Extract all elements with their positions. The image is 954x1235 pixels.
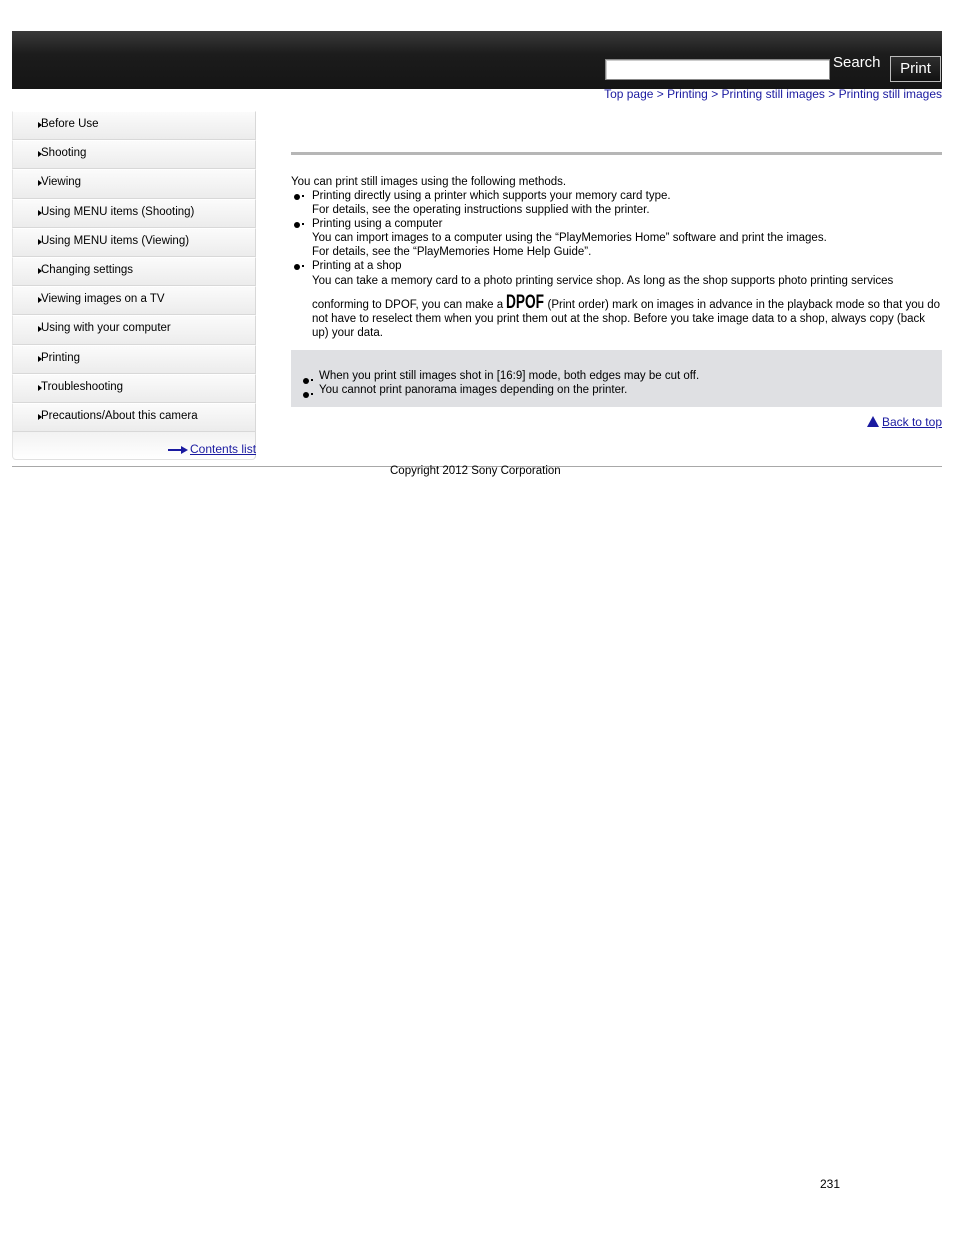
bullet-icon bbox=[294, 264, 300, 270]
sidebar-item-label: Viewing images on a TV bbox=[41, 293, 165, 306]
sidebar-item-label: Using MENU items (Shooting) bbox=[41, 205, 195, 218]
method-detail: For details, see the operating instructions supplied with the printer. bbox=[312, 204, 650, 216]
sidebar-item-troubleshooting[interactable] bbox=[12, 374, 256, 403]
sidebar-item-viewing[interactable] bbox=[12, 169, 256, 198]
search-input[interactable] bbox=[605, 59, 830, 80]
method-detail-dpof bbox=[312, 292, 942, 340]
search-button[interactable]: Search bbox=[833, 54, 881, 71]
sidebar-item-label: Printing bbox=[41, 351, 80, 364]
method-item bbox=[291, 217, 942, 259]
arrow-right-icon bbox=[168, 446, 188, 454]
sidebar-nav bbox=[12, 111, 256, 460]
method-detail: You can take a memory card to a photo printing service shop. As long as the shop supports photo printing services bbox=[312, 275, 894, 287]
sidebar-item-label: Before Use bbox=[41, 118, 99, 130]
breadcrumb bbox=[604, 87, 942, 101]
dpof-print-order-icon bbox=[506, 292, 545, 313]
contents-list-label: Contents list bbox=[190, 442, 257, 456]
sidebar-item-precautions[interactable] bbox=[12, 403, 256, 432]
method-item bbox=[291, 259, 942, 340]
sidebar-item-label: Using MENU items (Viewing) bbox=[41, 234, 190, 247]
sidebar-item-label: Changing settings bbox=[41, 263, 134, 276]
sidebar-item-label: Precautions/About this camera bbox=[41, 409, 198, 422]
method-title: Printing using a computer bbox=[312, 218, 443, 230]
bullet-icon bbox=[303, 392, 309, 398]
breadcrumb-printing-still-images[interactable]: Printing still images bbox=[721, 87, 825, 101]
bullet-icon bbox=[294, 194, 300, 200]
sidebar-item-label: Shooting bbox=[41, 147, 87, 160]
bullet-icon bbox=[303, 378, 309, 384]
method-title: Printing directly using a printer which supports your memory card type. bbox=[312, 190, 671, 202]
header-bar bbox=[12, 31, 942, 89]
method-detail: For details, see the “PlayMemories Home Help Guide”. bbox=[312, 246, 592, 258]
dpof-after-text: (Print order) mark on images in advance in the playback mode so that you do not have to reselect them when you print them out at the shop. Before you take image data to a shop, always copy (back up) your data. bbox=[312, 299, 941, 339]
method-title: Printing at a shop bbox=[312, 260, 402, 272]
main-content bbox=[291, 175, 942, 340]
note-item: You cannot print panorama images depending on the printer. bbox=[319, 384, 628, 396]
sidebar-item-label: Troubleshooting bbox=[41, 380, 124, 393]
sidebar-item-menu-shooting[interactable] bbox=[12, 199, 256, 228]
bullet-icon bbox=[294, 222, 300, 228]
sidebar-item-shooting[interactable] bbox=[12, 140, 256, 169]
dpof-icon-label: DPOF bbox=[506, 292, 545, 313]
method-detail: You can import images to a computer using the “PlayMemories Home” software and print the images. bbox=[312, 232, 827, 244]
sidebar-item-computer[interactable] bbox=[12, 315, 256, 344]
intro-text: You can print still images using the following methods. bbox=[291, 176, 567, 188]
notes-box bbox=[291, 350, 942, 407]
method-item bbox=[291, 189, 942, 217]
sidebar-item-menu-viewing[interactable] bbox=[12, 228, 256, 257]
triangle-up-icon bbox=[867, 416, 879, 427]
breadcrumb-top-page[interactable]: Top page bbox=[604, 87, 654, 101]
sidebar-item-viewing-tv[interactable] bbox=[12, 286, 256, 315]
sidebar-item-printing[interactable] bbox=[12, 345, 256, 374]
back-to-top-link[interactable] bbox=[867, 415, 942, 429]
back-to-top-label: Back to top bbox=[881, 415, 942, 429]
breadcrumb-printing[interactable]: Printing bbox=[667, 87, 708, 101]
breadcrumb-current[interactable]: Printing still images bbox=[838, 87, 942, 101]
copyright-text: Copyright 2012 Sony Corporation bbox=[390, 465, 561, 477]
contents-list-link[interactable] bbox=[168, 442, 256, 456]
breadcrumb-separator: > bbox=[711, 87, 719, 101]
note-item: When you print still images shot in [16:9] mode, both edges may be cut off. bbox=[319, 370, 700, 382]
print-button[interactable]: Print bbox=[890, 56, 941, 82]
title-divider bbox=[291, 152, 942, 155]
breadcrumb-separator: > bbox=[828, 87, 836, 101]
sidebar-item-label: Using with your computer bbox=[41, 322, 171, 335]
breadcrumb-separator: > bbox=[656, 87, 664, 101]
sidebar-item-label: Viewing bbox=[41, 176, 82, 189]
sidebar-item-before-use[interactable] bbox=[12, 111, 256, 140]
page-number: 231 bbox=[820, 1177, 841, 1191]
dpof-before-text: conforming to DPOF, you can make a bbox=[312, 299, 504, 311]
sidebar-item-changing-settings[interactable] bbox=[12, 257, 256, 286]
